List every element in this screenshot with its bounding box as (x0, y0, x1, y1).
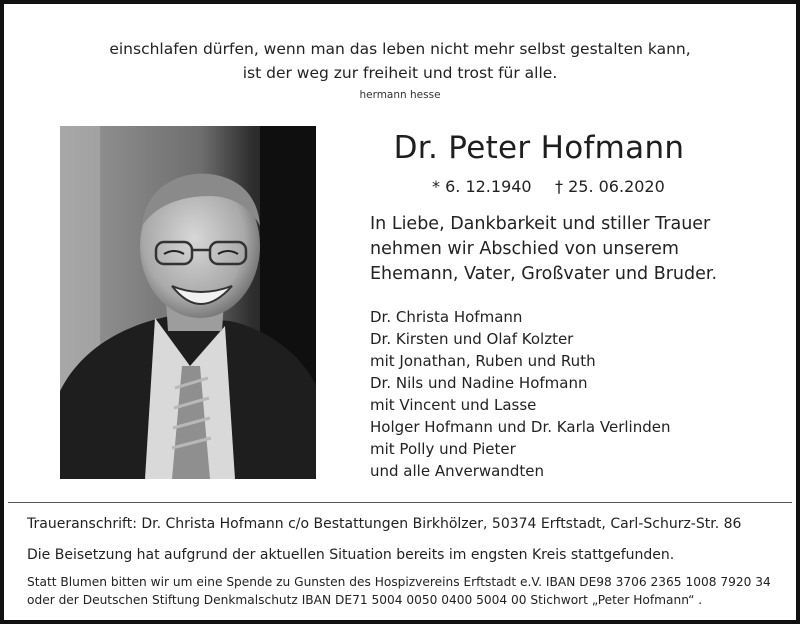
donation-line: oder der Deutschen Stiftung Denkmalschutz IBAN DE71 5004 0050 0400 5004 00 Stichwort „Peter Hofmann“ . (27, 593, 703, 607)
portrait-photo (60, 126, 316, 479)
farewell-text (370, 212, 717, 287)
mourner-item: mit Jonathan, Ruben und Ruth (370, 352, 596, 370)
mourner-item: mit Polly und Pieter (370, 440, 516, 458)
quote-line-2: ist der weg zur freiheit und trost für alle. (242, 64, 558, 82)
mourner-item: Dr. Kirsten und Olaf Kolzter (370, 330, 574, 348)
farewell-line: In Liebe, Dankbarkeit und stiller Trauer (370, 214, 711, 234)
mourners-list (370, 306, 670, 482)
donation-note (27, 573, 771, 609)
divider (8, 502, 792, 503)
death-date: † 25. 06.2020 (555, 177, 665, 196)
farewell-line: Ehemann, Vater, Großvater und Bruder. (370, 264, 718, 284)
mourner-item: Dr. Nils und Nadine Hofmann (370, 374, 588, 392)
funeral-note: Die Beisetzung hat aufgrund der aktuellen Situation bereits im engsten Kreis stattgefunden. (27, 547, 675, 563)
deceased-name: Dr. Peter Hofmann (393, 130, 685, 166)
quote-line-1: einschlafen dürfen, wenn man das leben nicht mehr selbst gestalten kann, (109, 40, 691, 58)
mourner-item: Dr. Christa Hofmann (370, 308, 523, 326)
donation-line: Statt Blumen bitten wir um eine Spende zu Gunsten des Hospizvereins Erftstadt e.V. IBAN DE98 3706 2365 1008 7920 34 (27, 575, 771, 589)
birth-date: * 6. 12.1940 (432, 177, 532, 196)
mourning-address: Traueranschrift: Dr. Christa Hofmann c/o Bestattungen Birkhölzer, 50374 Erftstadt, Carl-Schurz-Str. 86 (27, 516, 742, 532)
farewell-line: nehmen wir Abschied von unserem (370, 239, 679, 259)
mourner-item: mit Vincent und Lasse (370, 396, 537, 414)
quote-author: hermann hesse (359, 89, 441, 101)
mourner-item: Holger Hofmann und Dr. Karla Verlinden (370, 418, 671, 436)
mourner-item: und alle Anverwandten (370, 462, 544, 480)
